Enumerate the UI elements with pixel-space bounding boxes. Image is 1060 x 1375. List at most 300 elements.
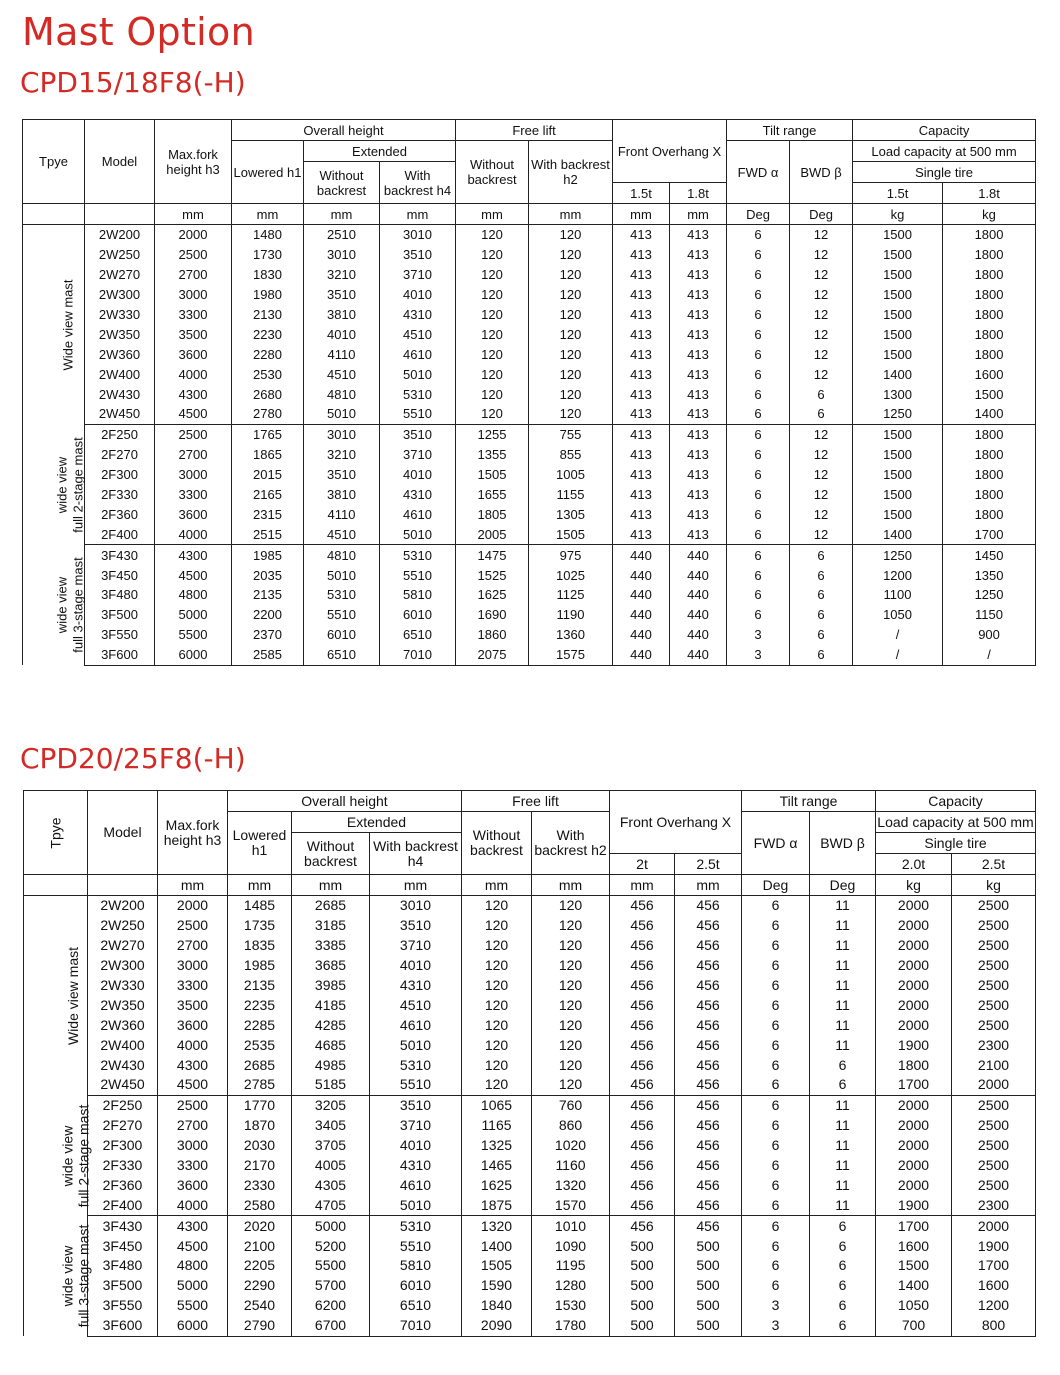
model-cell: 2F330 <box>85 485 155 505</box>
value-cell: 2580 <box>228 1195 292 1215</box>
value-cell: 440 <box>613 545 670 565</box>
value-cell: 6 <box>727 404 790 424</box>
table-row <box>23 384 1036 404</box>
value-cell: 2100 <box>952 1055 1036 1075</box>
unit-cell: mm <box>675 875 742 896</box>
value-cell: 1505 <box>529 524 613 544</box>
value-cell: 2285 <box>228 1015 292 1035</box>
model-cell: 2W430 <box>88 1055 158 1075</box>
value-cell: 2030 <box>228 1136 292 1156</box>
model-cell: 3F430 <box>85 545 155 565</box>
value-cell: 1250 <box>853 545 943 565</box>
table-row <box>23 285 1036 305</box>
value-cell: 6 <box>742 1075 810 1095</box>
model-cell: 2W330 <box>88 976 158 996</box>
value-cell: 4000 <box>155 524 232 544</box>
value-cell: 2135 <box>228 976 292 996</box>
value-cell: 4610 <box>370 1015 462 1035</box>
value-cell: 120 <box>529 344 613 364</box>
mast-type-cell <box>23 424 85 544</box>
value-cell: 2020 <box>228 1216 292 1236</box>
value-cell: 2500 <box>158 1095 228 1115</box>
tilt-range-header: Tilt range <box>742 791 876 812</box>
table-row <box>23 305 1036 325</box>
value-cell: 456 <box>675 1075 742 1095</box>
value-cell: 4305 <box>292 1175 370 1195</box>
value-cell: 5700 <box>292 1276 370 1296</box>
value-cell: 4300 <box>155 545 232 565</box>
value-cell: 1500 <box>853 445 943 465</box>
capacity-sub-2: 2.5t <box>952 854 1036 875</box>
mast-type-cell <box>24 896 88 1096</box>
value-cell: 5310 <box>304 585 380 605</box>
value-cell: 1800 <box>943 305 1036 325</box>
model-cell: 2W250 <box>88 916 158 936</box>
unit-cell: mm <box>456 204 529 225</box>
value-cell: 440 <box>613 645 670 665</box>
value-cell: 2075 <box>456 645 529 665</box>
value-cell: 120 <box>462 936 532 956</box>
value-cell: 2205 <box>228 1256 292 1276</box>
value-cell: 120 <box>532 976 610 996</box>
value-cell: 440 <box>670 545 727 565</box>
value-cell: 4500 <box>158 1075 228 1095</box>
value-cell: 2090 <box>462 1316 532 1336</box>
value-cell: 500 <box>610 1316 675 1336</box>
value-cell: 3810 <box>304 485 380 505</box>
free-lift-without-backrest-header: Without backrest <box>456 141 529 204</box>
value-cell: 1860 <box>456 625 529 645</box>
value-cell: 3300 <box>155 305 232 325</box>
mast-type-line: full 2-stage mast <box>75 1104 92 1207</box>
value-cell: 1625 <box>462 1175 532 1195</box>
bwd-header: BWD β <box>790 141 853 204</box>
table-row <box>24 1075 1036 1095</box>
value-cell: 3010 <box>370 896 462 916</box>
value-cell: 456 <box>610 956 675 976</box>
value-cell: 456 <box>675 976 742 996</box>
value-cell: 4810 <box>304 545 380 565</box>
single-tire-header: Single tire <box>853 162 1036 183</box>
model-cell: 2W360 <box>85 344 155 364</box>
value-cell: 700 <box>876 1316 952 1336</box>
value-cell: 413 <box>613 384 670 404</box>
value-cell: 1280 <box>532 1276 610 1296</box>
value-cell: 4610 <box>380 344 456 364</box>
value-cell: 3000 <box>155 285 232 305</box>
value-cell: 1600 <box>952 1276 1036 1296</box>
value-cell: 1150 <box>943 605 1036 625</box>
overhang-sub-2: 1.8t <box>670 183 727 204</box>
value-cell: 1500 <box>853 424 943 444</box>
unit-cell: Deg <box>727 204 790 225</box>
mast-type-label <box>61 279 77 370</box>
value-cell: 2000 <box>952 1216 1036 1236</box>
model-cell: 3F500 <box>88 1276 158 1296</box>
value-cell: 4005 <box>292 1156 370 1176</box>
value-cell: 2315 <box>232 504 304 524</box>
value-cell: 6 <box>727 305 790 325</box>
mast-type-line: Wide view mast <box>65 946 82 1045</box>
value-cell: 4510 <box>304 364 380 384</box>
model-cell: 3F480 <box>85 585 155 605</box>
value-cell: 4800 <box>158 1256 228 1276</box>
value-cell: 4300 <box>158 1216 228 1236</box>
unit-cell: Deg <box>810 875 876 896</box>
table-row <box>23 364 1036 384</box>
value-cell: 2500 <box>952 1156 1036 1176</box>
value-cell: 1500 <box>876 1256 952 1276</box>
value-cell: 7010 <box>380 645 456 665</box>
value-cell: 12 <box>790 364 853 384</box>
mast-type-line: full 3-stage mast <box>70 557 86 653</box>
value-cell: 456 <box>610 936 675 956</box>
value-cell: 413 <box>670 245 727 265</box>
extended-header: Extended <box>304 141 456 162</box>
value-cell: 120 <box>456 344 529 364</box>
table-row <box>24 1195 1036 1215</box>
value-cell: 6 <box>727 344 790 364</box>
value-cell: 6 <box>810 1216 876 1236</box>
value-cell: 2290 <box>228 1276 292 1296</box>
value-cell: 1195 <box>532 1256 610 1276</box>
value-cell: 5010 <box>370 1195 462 1215</box>
value-cell: 120 <box>462 956 532 976</box>
value-cell: 2300 <box>952 1195 1036 1215</box>
front-overhang-header: Front Overhang X <box>610 791 742 854</box>
value-cell: 3705 <box>292 1136 370 1156</box>
value-cell: 120 <box>462 995 532 1015</box>
value-cell: 413 <box>670 285 727 305</box>
value-cell: 1900 <box>952 1236 1036 1256</box>
value-cell: 120 <box>529 384 613 404</box>
value-cell: 6510 <box>304 645 380 665</box>
value-cell: 1505 <box>462 1256 532 1276</box>
value-cell: 500 <box>610 1296 675 1316</box>
value-cell: 6 <box>727 524 790 544</box>
value-cell: 4800 <box>155 585 232 605</box>
value-cell: 1655 <box>456 485 529 505</box>
value-cell: 413 <box>613 445 670 465</box>
table-row <box>23 585 1036 605</box>
value-cell: 5510 <box>380 565 456 585</box>
model-cell: 2F270 <box>85 445 155 465</box>
value-cell: 4010 <box>370 1136 462 1156</box>
value-cell: 2000 <box>876 956 952 976</box>
value-cell: 1320 <box>532 1175 610 1195</box>
value-cell: 6 <box>742 896 810 916</box>
value-cell: 6 <box>742 1236 810 1256</box>
value-cell: 5010 <box>304 565 380 585</box>
value-cell: 1305 <box>529 504 613 524</box>
table-row <box>24 1175 1036 1195</box>
value-cell: 2500 <box>952 1095 1036 1115</box>
capacity-header: Capacity <box>853 120 1036 141</box>
units-spacer <box>24 875 88 896</box>
model-cell: 3F450 <box>85 565 155 585</box>
value-cell: 120 <box>456 404 529 424</box>
value-cell: 12 <box>790 285 853 305</box>
value-cell: 413 <box>613 245 670 265</box>
value-cell: 6010 <box>380 605 456 625</box>
value-cell: 3 <box>742 1296 810 1316</box>
value-cell: 6 <box>727 245 790 265</box>
value-cell: 2000 <box>876 995 952 1015</box>
value-cell: 2100 <box>228 1236 292 1256</box>
value-cell: 1800 <box>943 504 1036 524</box>
value-cell: 12 <box>790 245 853 265</box>
table-row <box>24 1015 1036 1035</box>
value-cell: 120 <box>529 285 613 305</box>
value-cell: 413 <box>670 465 727 485</box>
value-cell: 456 <box>610 1055 675 1075</box>
value-cell: 6 <box>790 384 853 404</box>
value-cell: 6 <box>790 625 853 645</box>
mast-type-cell <box>23 545 85 665</box>
mast-type-line: Wide view mast <box>60 279 76 371</box>
value-cell: 3300 <box>158 1156 228 1176</box>
value-cell: 2000 <box>876 1015 952 1035</box>
value-cell: / <box>853 625 943 645</box>
value-cell: 3300 <box>155 485 232 505</box>
value-cell: 3600 <box>158 1015 228 1035</box>
value-cell: 755 <box>529 424 613 444</box>
value-cell: 1250 <box>853 404 943 424</box>
value-cell: 2165 <box>232 485 304 505</box>
value-cell: 120 <box>529 305 613 325</box>
mast-type-cell <box>24 1095 92 1215</box>
capacity-sub-1: 2.0t <box>876 854 952 875</box>
table-row <box>23 485 1036 505</box>
value-cell: 1010 <box>532 1216 610 1236</box>
value-cell: 6700 <box>292 1316 370 1336</box>
value-cell: 2500 <box>158 916 228 936</box>
unit-cell: Deg <box>790 204 853 225</box>
model-header: Model <box>85 120 155 204</box>
value-cell: 2300 <box>952 1035 1036 1055</box>
value-cell: 120 <box>456 285 529 305</box>
value-cell: 6 <box>742 1195 810 1215</box>
value-cell: 5000 <box>158 1276 228 1296</box>
model-cell: 2W250 <box>85 245 155 265</box>
value-cell: 2500 <box>952 1015 1036 1035</box>
value-cell: 120 <box>532 916 610 936</box>
value-cell: 6 <box>727 384 790 404</box>
value-cell: 4985 <box>292 1055 370 1075</box>
value-cell: 440 <box>670 605 727 625</box>
value-cell: 4510 <box>304 524 380 544</box>
value-cell: 120 <box>456 324 529 344</box>
value-cell: 413 <box>613 285 670 305</box>
value-cell: 413 <box>613 465 670 485</box>
value-cell: 120 <box>532 1075 610 1095</box>
value-cell: 12 <box>790 504 853 524</box>
units-spacer <box>23 204 85 225</box>
value-cell: 6 <box>810 1256 876 1276</box>
model-cell: 2W430 <box>85 384 155 404</box>
value-cell: 6 <box>742 1175 810 1195</box>
value-cell: 5310 <box>380 545 456 565</box>
value-cell: 12 <box>790 265 853 285</box>
value-cell: 1400 <box>853 524 943 544</box>
value-cell: 2700 <box>155 445 232 465</box>
value-cell: 5510 <box>370 1075 462 1095</box>
model-cell: 3F430 <box>88 1216 158 1236</box>
value-cell: 11 <box>810 936 876 956</box>
value-cell: 3000 <box>155 465 232 485</box>
value-cell: 6 <box>742 1216 810 1236</box>
model-cell: 2W350 <box>85 324 155 344</box>
table-row <box>23 225 1036 245</box>
model-cell: 3F550 <box>88 1296 158 1316</box>
model-cell: 2F300 <box>85 465 155 485</box>
mast-spec-table-cpd20-25 <box>23 790 1036 1337</box>
value-cell: 1525 <box>456 565 529 585</box>
value-cell: 4010 <box>380 285 456 305</box>
value-cell: 1865 <box>232 445 304 465</box>
value-cell: 413 <box>613 524 670 544</box>
value-cell: 1500 <box>853 344 943 364</box>
value-cell: 1050 <box>853 605 943 625</box>
value-cell: 6 <box>727 504 790 524</box>
value-cell: 5010 <box>370 1035 462 1055</box>
table-row <box>23 404 1036 424</box>
value-cell: 1735 <box>228 916 292 936</box>
value-cell: 6 <box>742 1256 810 1276</box>
value-cell: 3600 <box>155 344 232 364</box>
page-title: Mast Option <box>22 10 255 54</box>
value-cell: 456 <box>610 916 675 936</box>
value-cell: 120 <box>456 265 529 285</box>
value-cell: 440 <box>670 645 727 665</box>
value-cell: 500 <box>675 1316 742 1336</box>
value-cell: 120 <box>529 265 613 285</box>
value-cell: 440 <box>613 605 670 625</box>
value-cell: 120 <box>532 1055 610 1075</box>
value-cell: 4810 <box>304 384 380 404</box>
value-cell: 6 <box>727 565 790 585</box>
mast-spec-table-cpd15-18 <box>22 119 1036 666</box>
value-cell: 4510 <box>370 995 462 1015</box>
value-cell: 120 <box>529 245 613 265</box>
value-cell: 3 <box>742 1316 810 1336</box>
value-cell: 5500 <box>292 1256 370 1276</box>
value-cell: 2700 <box>155 265 232 285</box>
value-cell: 6 <box>810 1276 876 1296</box>
units-spacer <box>85 204 155 225</box>
table-row <box>24 1055 1036 1075</box>
value-cell: 2000 <box>876 936 952 956</box>
table-row <box>24 1095 1036 1115</box>
value-cell: 4300 <box>155 384 232 404</box>
value-cell: 1800 <box>943 324 1036 344</box>
value-cell: 120 <box>456 384 529 404</box>
value-cell: 1800 <box>943 465 1036 485</box>
value-cell: 1190 <box>529 605 613 625</box>
value-cell: 5010 <box>380 524 456 544</box>
model-cell: 2W400 <box>85 364 155 384</box>
value-cell: 413 <box>670 305 727 325</box>
value-cell: 760 <box>532 1095 610 1115</box>
value-cell: 4500 <box>155 404 232 424</box>
value-cell: 1505 <box>456 465 529 485</box>
value-cell: 11 <box>810 916 876 936</box>
lowered-header: Lowered h1 <box>228 812 292 875</box>
value-cell: 1900 <box>876 1195 952 1215</box>
value-cell: 11 <box>810 1015 876 1035</box>
capacity-header: Capacity <box>876 791 1036 812</box>
value-cell: 413 <box>670 225 727 245</box>
value-cell: 1700 <box>876 1075 952 1095</box>
model-cell: 2W200 <box>88 896 158 916</box>
mast-type-label <box>59 1225 91 1328</box>
table-row <box>24 916 1036 936</box>
value-cell: 413 <box>670 384 727 404</box>
value-cell: 3300 <box>158 976 228 996</box>
value-cell: 11 <box>810 976 876 996</box>
value-cell: 413 <box>613 485 670 505</box>
value-cell: 1590 <box>462 1276 532 1296</box>
value-cell: 120 <box>462 916 532 936</box>
value-cell: 1465 <box>462 1156 532 1176</box>
table-row <box>23 465 1036 485</box>
value-cell: 6 <box>742 1276 810 1296</box>
value-cell: 11 <box>810 1116 876 1136</box>
value-cell: 800 <box>952 1316 1036 1336</box>
value-cell: 456 <box>675 1175 742 1195</box>
value-cell: 1980 <box>232 285 304 305</box>
value-cell: 2280 <box>232 344 304 364</box>
value-cell: 413 <box>613 324 670 344</box>
tilt-range-header: Tilt range <box>727 120 853 141</box>
value-cell: 413 <box>613 265 670 285</box>
value-cell: 6 <box>727 445 790 465</box>
value-cell: 11 <box>810 896 876 916</box>
value-cell: 12 <box>790 445 853 465</box>
value-cell: 1355 <box>456 445 529 465</box>
value-cell: 860 <box>532 1116 610 1136</box>
table-row <box>23 265 1036 285</box>
value-cell: 440 <box>613 585 670 605</box>
value-cell: 456 <box>675 1015 742 1035</box>
value-cell: 1800 <box>943 285 1036 305</box>
value-cell: 12 <box>790 524 853 544</box>
value-cell: 6 <box>727 485 790 505</box>
value-cell: 2685 <box>228 1055 292 1075</box>
value-cell: 4010 <box>304 324 380 344</box>
value-cell: 1025 <box>529 565 613 585</box>
value-cell: 456 <box>675 896 742 916</box>
value-cell: 440 <box>670 565 727 585</box>
value-cell: 2510 <box>304 225 380 245</box>
value-cell: 120 <box>529 364 613 384</box>
value-cell: 2535 <box>228 1035 292 1055</box>
table-2-title: CPD20/25F8(-H) <box>20 742 246 775</box>
value-cell: 6 <box>742 1095 810 1115</box>
value-cell: 6 <box>727 285 790 305</box>
model-cell: 2F400 <box>88 1195 158 1215</box>
value-cell: 120 <box>529 404 613 424</box>
load-capacity-header: Load capacity at 500 mm <box>876 812 1036 833</box>
value-cell: 6 <box>790 645 853 665</box>
unit-cell: mm <box>155 204 232 225</box>
value-cell: 11 <box>810 1156 876 1176</box>
model-cell: 2F270 <box>88 1116 158 1136</box>
value-cell: 2500 <box>155 424 232 444</box>
value-cell: 413 <box>670 364 727 384</box>
value-cell: 4010 <box>370 956 462 976</box>
type-header <box>24 791 88 875</box>
